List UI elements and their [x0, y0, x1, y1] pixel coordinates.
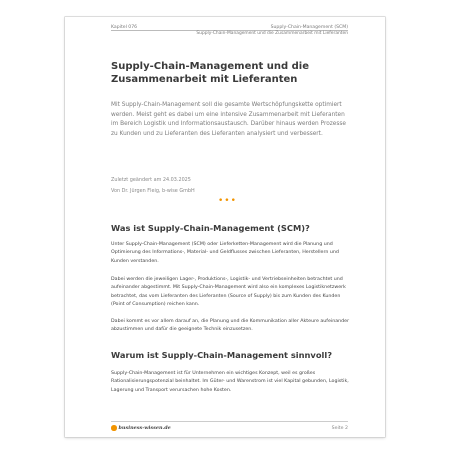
footer-divider	[111, 421, 348, 422]
author-line: Von Dr. Jürgen Fleig, b-wise GmbH	[111, 188, 195, 194]
paragraph: Dabei werden die jeweiligen Lager-, Produktions-, Logistik- und Vertriebseinheiten betrachtet und aufeinander abgestimmt. Mit Supply-Chain-Management wird also ein komplexes Logistiknetzwerk betrachtet, das vom Lieferanten des Lieferanten (Source of Supply) bis zum Kunden des Kunden (Point of Consumption) reichen kann.	[111, 277, 346, 308]
logo-dot-icon	[111, 425, 117, 431]
logo-text: business-wissen.de	[118, 425, 171, 431]
paragraph: Supply-Chain-Management ist für Unternehmen ein wichtiges Konzept, weil es großes Rationalisierungspotenzial beinhaltet. Im Güter- und Warenstrom ist viel Kapital gebunden, Logistik, Lagerung und Transport verursachen hohe Kosten.	[111, 371, 349, 393]
paragraph: Dabei kommt es vor allem darauf an, die Planung und die Kommunikation aller Akteure aufeinander abzustimmen und dafür die geeignete Technik einzusetzen.	[111, 319, 350, 333]
header-chapter: Kapitel 076	[111, 25, 138, 30]
footer-logo[interactable]	[111, 425, 171, 431]
header-subtopic: Supply-Chain-Management und die Zusammenarbeit mit Lieferanten	[196, 31, 348, 36]
section-heading-what-is-scm: Was ist Supply-Chain-Management (SCM)?	[111, 223, 310, 233]
section-separator-dots: •••	[218, 196, 237, 206]
document-page	[65, 17, 385, 437]
section-heading-why-scm: Warum ist Supply-Chain-Management sinnvoll?	[111, 350, 333, 360]
page-number: Seite 2	[331, 426, 348, 431]
last-updated: Zuletzt geändert am 24.03.2025	[111, 177, 191, 183]
article-title: Supply-Chain-Management und die Zusammenarbeit mit Lieferanten	[111, 61, 309, 85]
paragraph: Unter Supply-Chain-Management (SCM) oder Lieferketten-Management wird die Planung und Optimierung des Informations-, Material- und Geldflusses zwischen Lieferanten, Herstellern und Kunden verstanden.	[111, 242, 339, 264]
article-intro: Mit Supply-Chain-Management soll die gesamte Wertschöpfungskette optimiert werden. Meist geht es dabei um eine intensive Zusammenarbeit mit Lieferanten im Bereich Logistik und Informationsaustausch. Darüber hinaus werden Prozesse zu Kunden und zu Lieferanten des Lieferanten analysiert und verbessert.	[111, 102, 346, 137]
header-topic: Supply-Chain-Management (SCM)	[270, 25, 348, 30]
